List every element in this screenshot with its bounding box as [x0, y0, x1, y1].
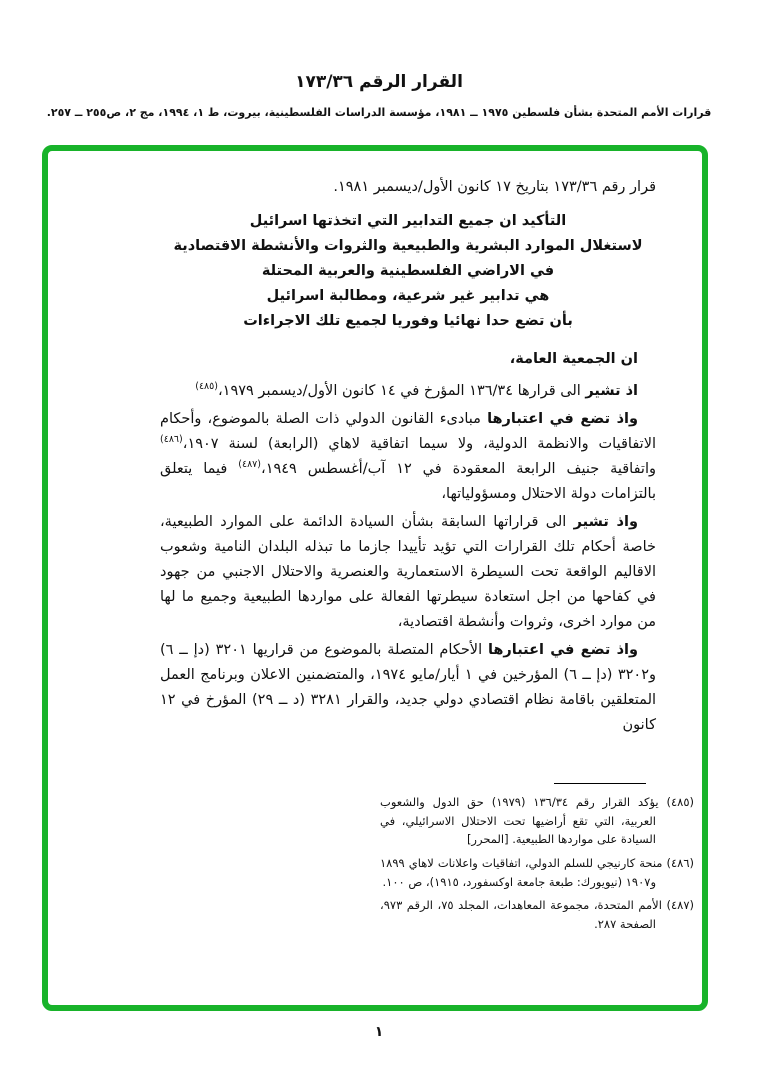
footnote [380, 896, 694, 933]
paragraph-lead: واذ تشير [573, 514, 638, 530]
preamble-paragraph [160, 379, 656, 404]
paragraph-text: مبادىء القانون الدولي ذات الصلة بالموضوع، وأحكام الاتفاقيات والانظمة الدولية، ولا سيما اتفاقية لاهاي (الرابعة) لسنة ١٩٠٧، [160, 411, 656, 452]
footnote-separator [554, 783, 646, 784]
preamble-paragraph [160, 510, 656, 635]
paragraph-lead: واذ تضع في اعتبارها [487, 642, 638, 658]
resolution-body [160, 175, 656, 741]
heading-line: في الاراضي الفلسطينية والعربية المحتلة [261, 263, 555, 279]
footnote-ref: (٤٨٧) [238, 459, 261, 471]
paragraph-text: فيما يتعلق بالتزامات دولة الاحتلال ومسؤولياتها، [160, 461, 656, 502]
footnote-ref: (٤٨٥) [195, 381, 218, 393]
source-citation: قرارات الأمم المتحدة بشأن فلسطين ١٩٧٥ ــ ١٩٨١، مؤسسة الدراسات الفلسطينية، بيروت، ط ١، ١٩٩٤، مج ٢، ص٢٥٥ ــ ٢٥٧. [46, 106, 712, 119]
paragraph-lead: واذ تضع في اعتبارها [487, 411, 639, 427]
heading-line: التأكيد ان جميع التدابير التي اتخذتها اسرائيل [249, 213, 567, 229]
footnote-number: (٤٨٥) [666, 795, 694, 809]
heading-line: لاستغلال الموارد البشرية والطبيعية والثروات والأنشطة الاقتصادية [173, 238, 643, 254]
paragraph-text: واتفاقية جنيف الرابعة المعقودة في ١٢ آب/أغسطس ١٩٤٩، [261, 461, 656, 477]
paragraph-text: الى قرارها ١٣٦/٣٤ المؤرخ في ١٤ كانون الأول/ديسمبر ١٩٧٩، [217, 383, 586, 399]
paragraph-lead: اذ تشير [585, 383, 638, 399]
page-number: ١ [374, 1024, 384, 1040]
resolution-frame [42, 145, 708, 1011]
preamble-paragraph [160, 638, 656, 738]
paragraph-text: الأحكام المتصلة بالموضوع من قراريها ٣٢٠١ (دإ ــ ٦) و٣٢٠٢ (دإ ــ ٦) المؤرخين في ١ أيار/مايو ١٩٧٤، والمتضمنين الاعلان وبرنامج العمل المتعلقين باقامة نظام اقتصادي دولي جديد، والقرار ٣٢٨١ (د ــ ٢٩) المؤرخ في ١٢ كانون [160, 642, 657, 733]
footnote-number: (٤٨٦) [666, 855, 694, 870]
footnote-number: (٤٨٧) [666, 898, 695, 913]
heading-line: بأن تضع حدا نهائيا وفوريا لجميع تلك الاجراءات [243, 313, 573, 329]
footnote-text: يؤكد القرار رقم ١٣٦/٣٤ (١٩٧٩) حق الدول والشعوب العربية، التي تقع أراضيها تحت الاحتلال الاسرائيلي، في السيادة على مواردها الطبيعية. [المحرر] [380, 795, 659, 847]
footnotes [380, 783, 694, 938]
heading-line: هي تدابير غير شرعية، ومطالبة اسرائيل [266, 288, 550, 304]
page-title: القرار الرقم ١٧٣/٣٦ [295, 72, 463, 92]
assembly-intro: ان الجمعية العامة، [509, 351, 638, 367]
footnote [380, 793, 694, 849]
footnote-text: منحة كارنيجي للسلم الدولي، اتفاقيات واعلانات لاهاي ١٨٩٩ و١٩٠٧ (نيويورك: طبعة جامعة اوكسفورد، ١٩١٥)، ص ١٠٠. [380, 855, 663, 889]
paragraph-text: الى قراراتها السابقة بشأن السيادة الدائمة على الموارد الطبيعية، خاصة أحكام تلك القرارات التي تؤيد تأييدا جازما ما تبذله البلدان النامية وشعوب الاقاليم الواقعة تحت السيطرة الاستعمارية والعنصرية والاحتلال الاجنبي من جهود في كفاحها من اجل استعادة سيطرتها الفعالة على مواردها الطبيعية وجميع ما لها من موارد اخرى، وثروات وأنشطة اقتصادية، [160, 514, 656, 630]
preamble-paragraph [160, 407, 656, 507]
footnote-text: الأمم المتحدة، مجموعة المعاهدات، المجلد ٧٥، الرقم ٩٧٣، الصفحة ٢٨٧. [380, 898, 662, 931]
footnote [380, 854, 694, 891]
resolution-date-line: قرار رقم ١٧٣/٣٦ بتاريخ ١٧ كانون الأول/ديسمبر ١٩٨١. [333, 179, 656, 195]
footnote-ref: (٤٨٦) [160, 434, 183, 446]
resolution-heading [160, 209, 656, 334]
